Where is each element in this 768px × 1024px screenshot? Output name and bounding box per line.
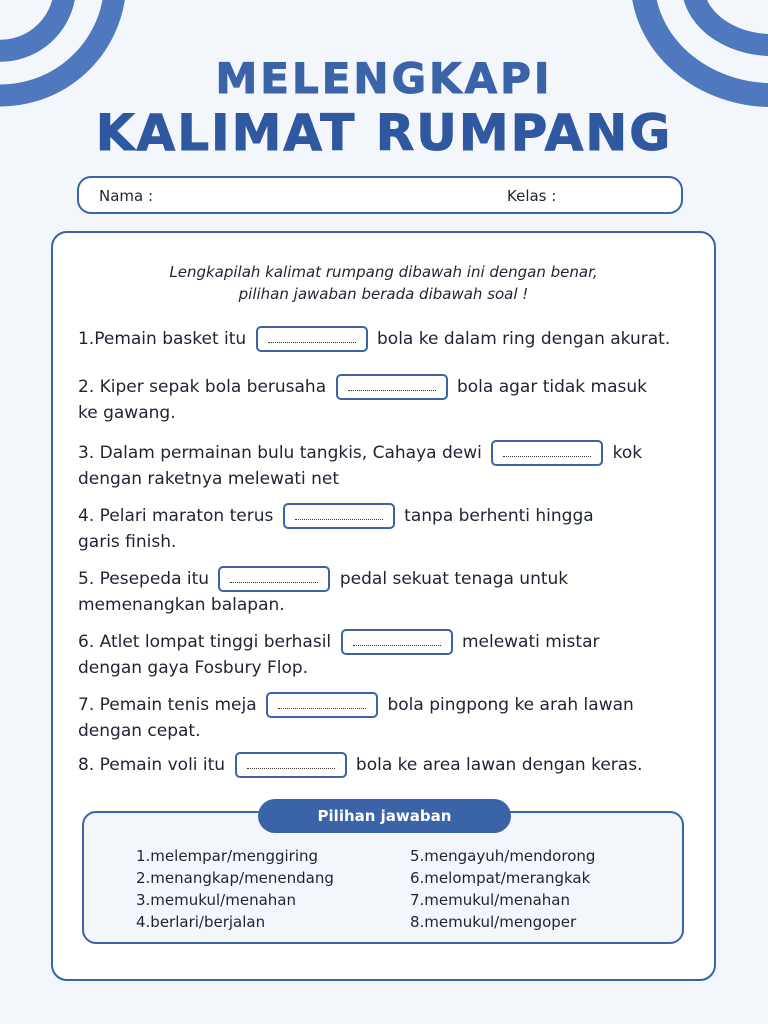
answer-choice-1: 1.melempar/menggiring (136, 847, 319, 865)
answer-choice-5: 5.mengayuh/mendorong (410, 847, 596, 865)
answer-blank-8[interactable] (235, 752, 347, 778)
answer-blank-2[interactable] (336, 374, 448, 400)
answer-choice-2: 2.menangkap/menendang (136, 869, 334, 887)
title-line-2: KALIMAT RUMPANG (95, 104, 673, 162)
question-2-after: bola agar tidak masuk ke gawang. (78, 377, 648, 423)
question-2 (78, 374, 648, 426)
question-5-before: 5. Pesepeda itu (78, 569, 210, 589)
question-3 (78, 440, 648, 492)
answer-choice-6: 6.melompat/merangkak (410, 869, 591, 887)
question-1-after: bola ke dalam ring dengan akurat. (377, 329, 671, 349)
answer-column-2 (410, 845, 595, 933)
question-6-before: 6. Atlet lompat tinggi berhasil (78, 632, 332, 652)
class-field[interactable]: Kelas : (507, 187, 557, 205)
answer-blank-5[interactable] (218, 566, 330, 592)
title-line-1: MELENGKAPI (215, 54, 553, 103)
question-4 (78, 503, 638, 555)
question-5 (78, 566, 608, 618)
name-field[interactable]: Nama : (99, 187, 154, 205)
answer-blank-3[interactable] (491, 440, 603, 466)
question-8-before: 8. Pemain voli itu (78, 755, 226, 775)
question-3-before: 3. Dalam permainan bulu tangkis, Cahaya dewi (78, 443, 482, 463)
identity-box (77, 176, 683, 214)
answer-choice-7: 7.memukul/menahan (410, 891, 570, 909)
question-1 (78, 326, 708, 352)
question-7-before: 7. Pemain tenis meja (78, 695, 257, 715)
answer-blank-4[interactable] (283, 503, 395, 529)
question-5-after: pedal sekuat tenaga untuk memenangkan balapan. (78, 569, 569, 615)
instruction-line-1: Lengkapilah kalimat rumpang dibawah ini dengan benar, (169, 263, 598, 281)
answer-choice-8: 8.memukul/mengoper (410, 913, 577, 931)
question-8 (78, 752, 708, 778)
question-7 (78, 692, 688, 744)
question-6 (78, 629, 648, 681)
answer-choice-4: 4.berlari/berjalan (136, 913, 266, 931)
instruction (53, 261, 714, 305)
question-7-after: bola pingpong ke arah lawan dengan cepat. (78, 695, 634, 741)
question-3-after: kok dengan raketnya melewati net (78, 443, 643, 489)
question-4-after: tanpa berhenti hingga garis finish. (78, 506, 594, 552)
instruction-line-2: pilihan jawaban berada dibawah soal ! (238, 285, 529, 303)
question-1-before: 1.Pemain basket itu (78, 329, 247, 349)
answer-blank-1[interactable] (256, 326, 368, 352)
question-8-after: bola ke area lawan dengan keras. (355, 755, 643, 775)
answer-blank-6[interactable] (341, 629, 453, 655)
answer-column-1 (136, 845, 334, 933)
question-4-before: 4. Pelari maraton terus (78, 506, 274, 526)
answer-choice-3: 3.memukul/menahan (136, 891, 296, 909)
worksheet-card (51, 231, 716, 981)
question-6-after: melewati mistar dengan gaya Fosbury Flop. (78, 632, 600, 678)
question-2-before: 2. Kiper sepak bola berusaha (78, 377, 327, 397)
answer-choices-heading: Pilihan jawaban (258, 799, 511, 833)
answer-blank-7[interactable] (266, 692, 378, 718)
